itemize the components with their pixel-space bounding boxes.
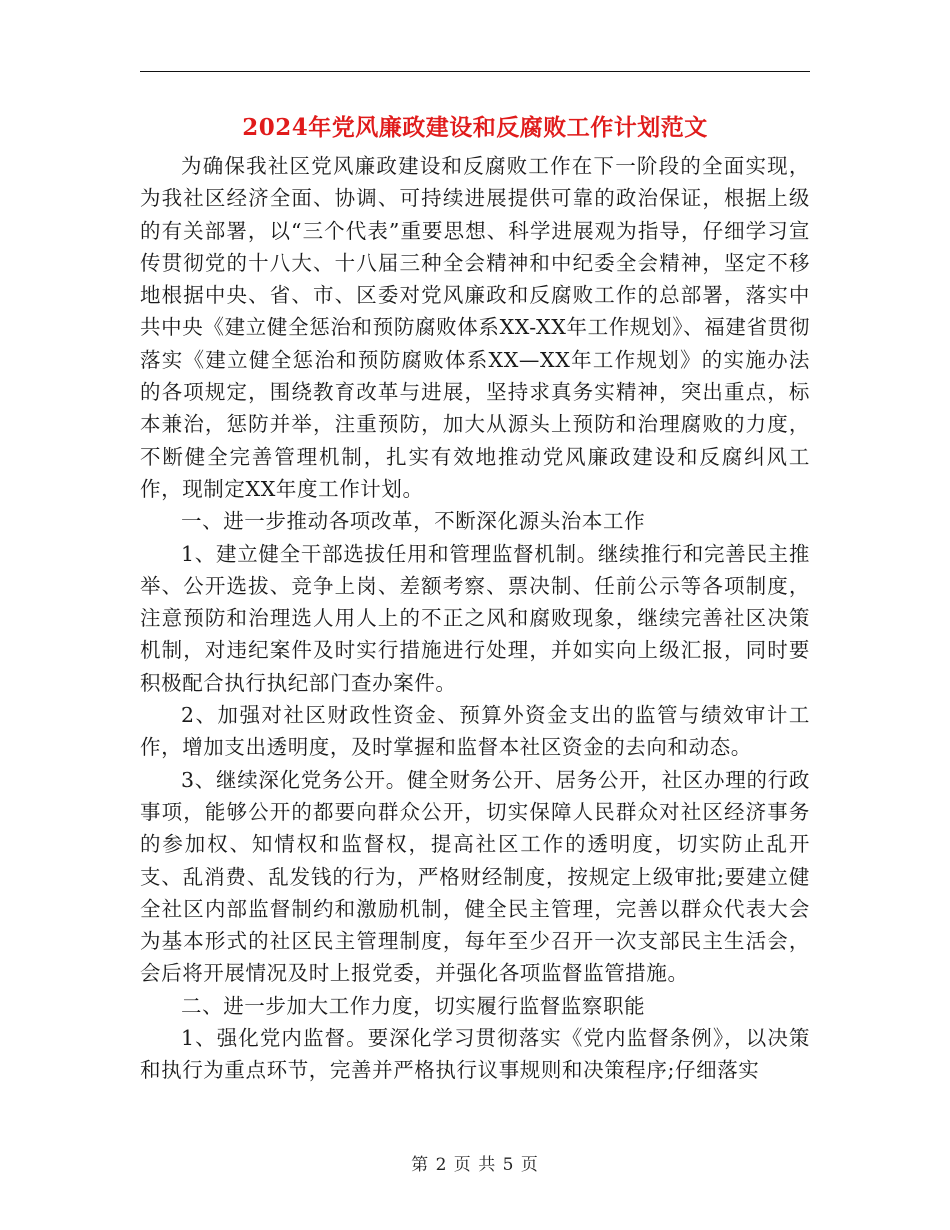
document-title: 2024年党风廉政建设和反腐败工作计划范文 (242, 114, 708, 141)
document-body (140, 150, 810, 1087)
header-rule (140, 71, 810, 72)
section-heading-2: 二、进一步加大工作力度，切实履行监督监察职能 (181, 993, 646, 1018)
paragraph-1-3: 3、继续深化党务公开。健全财务公开、居务公开，社区办理的行政事项，能够公开的都要向群众公开，切实保障人民群众对社区经济事务的参加权、知情权和监督权，提高社区工作的透明度，切实防止乱开支、乱消费、乱发钱的行为，严格财经制度，按规定上级审批;要建立健全社区内部监督制约和激励机制，健全民主管理，完善以群众代表大会为基本形式的社区民主管理制度，每年至少召开一次支部民主生活会，会后将开展情况及时上报党委，并强化各项监督监管措施。 (140, 767, 810, 986)
section-heading-1: 一、进一步推动各项改革，不断深化源头治本工作 (181, 509, 646, 534)
paragraph-intro: 为确保我社区党风廉政建设和反腐败工作在下一阶段的全面实现，为我社区经济全面、协调、可持续进展提供可靠的政治保证，根据上级的有关部署，以“三个代表”重要思想、科学进展观为指导，仔细学习宣传贯彻党的十八大、十八届三种全会精神和中纪委全会精神，坚定不移地根据中央、省、市、区委对党风廉政和反腐败工作的总部署，落实中共中央《建立健全惩治和预防腐败体系XX-XX年工作规划》、福建省贯彻落实《建立健全惩治和预防腐败体系XX—XX年工作规划》的实施办法的各项规定，围绕教育改革与进展，坚持求真务实精神，突出重点，标本兼治，惩防并举，注重预防，加大从源头上预防和治理腐败的力度，不断健全完善管理机制，扎实有效地推动党风廉政建设和反腐纠风工作，现制定XX年度工作计划。 (140, 154, 810, 501)
paragraph-1-2: 2、加强对社区财政性资金、预算外资金支出的监管与绩效审计工作，增加支出透明度，及时掌握和监督本社区资金的去向和动态。 (140, 703, 810, 760)
paragraph-1-1: 1、建立健全干部选拔任用和管理监督机制。继续推行和完善民主推举、公开选拔、竞争上岗、差额考察、票决制、任前公示等各项制度，注意预防和治理选人用人上的不正之风和腐败现象，继续完善社区决策机制，对违纪案件及时实行措施进行处理，并如实向上级汇报，同时要积极配合执行执纪部门查办案件。 (140, 541, 810, 695)
paragraph-2-1: 1、强化党内监督。要深化学习贯彻落实《党内监督条例》，以决策和执行为重点环节，完善并严格执行议事规则和决策程序;仔细落实 (140, 1026, 810, 1083)
page-number: 第 2 页 共 5 页 (411, 1155, 539, 1175)
